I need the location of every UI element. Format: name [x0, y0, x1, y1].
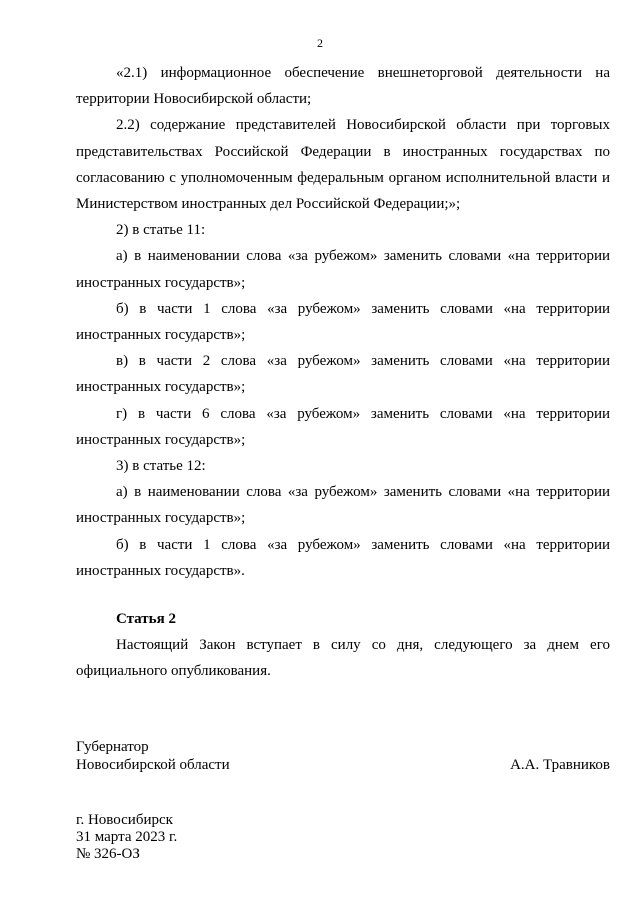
paragraph-2-1: «2.1) информационное обеспечение внешнеторговой деятельности на территории Новосибирской области;	[76, 65, 610, 108]
page-number: 2	[317, 36, 323, 50]
footer-date: 31 марта 2023 г.	[76, 829, 178, 845]
article-body	[76, 632, 610, 684]
article-text: Настоящий Закон вступает в силу со дня, следующего за днем его официального опубликования.	[76, 637, 610, 680]
governor-name: А.А. Травников	[510, 757, 610, 773]
paragraph-11-g: г) в части 6 слова «за рубежом» заменить словами «на территории иностранных государств»;	[76, 405, 610, 448]
signature-row	[76, 756, 610, 774]
document-footer	[76, 812, 177, 863]
footer-number: № 326-ОЗ	[76, 846, 140, 862]
footer-city: г. Новосибирск	[76, 812, 173, 828]
governor-region: Новосибирской области	[76, 757, 230, 773]
paragraph-article-11: 2) в статье 11:	[116, 222, 206, 239]
paragraph-11-a: а) в наименовании слова «за рубежом» заменить словами «на территории иностранных государств»;	[76, 248, 610, 291]
paragraph-11-v: в) в части 2 слова «за рубежом» заменить словами «на территории иностранных государств»;	[76, 353, 610, 396]
paragraph-article-12: 3) в статье 12:	[116, 458, 206, 475]
paragraph-12-a: а) в наименовании слова «за рубежом» заменить словами «на территории иностранных государств»;	[76, 484, 610, 527]
paragraph-2-2: 2.2) содержание представителей Новосибирской области при торговых представительствах Российской Федерации в иностранных государствах по согласованию с уполномоченным федеральным органом исполнительной власти и Министерством иностранных дел Российской Федерации;»;	[76, 117, 610, 213]
paragraph-11-b: б) в части 1 слова «за рубежом» заменить словами «на территории иностранных государств»;	[76, 300, 610, 344]
document-body	[76, 60, 610, 584]
paragraph-12-b: б) в части 1 слова «за рубежом» заменить словами «на территории иностранных государств».	[76, 536, 610, 579]
article-title: Статья 2	[116, 611, 176, 627]
signature-block	[76, 738, 610, 774]
governor-title: Губернатор	[76, 739, 149, 755]
